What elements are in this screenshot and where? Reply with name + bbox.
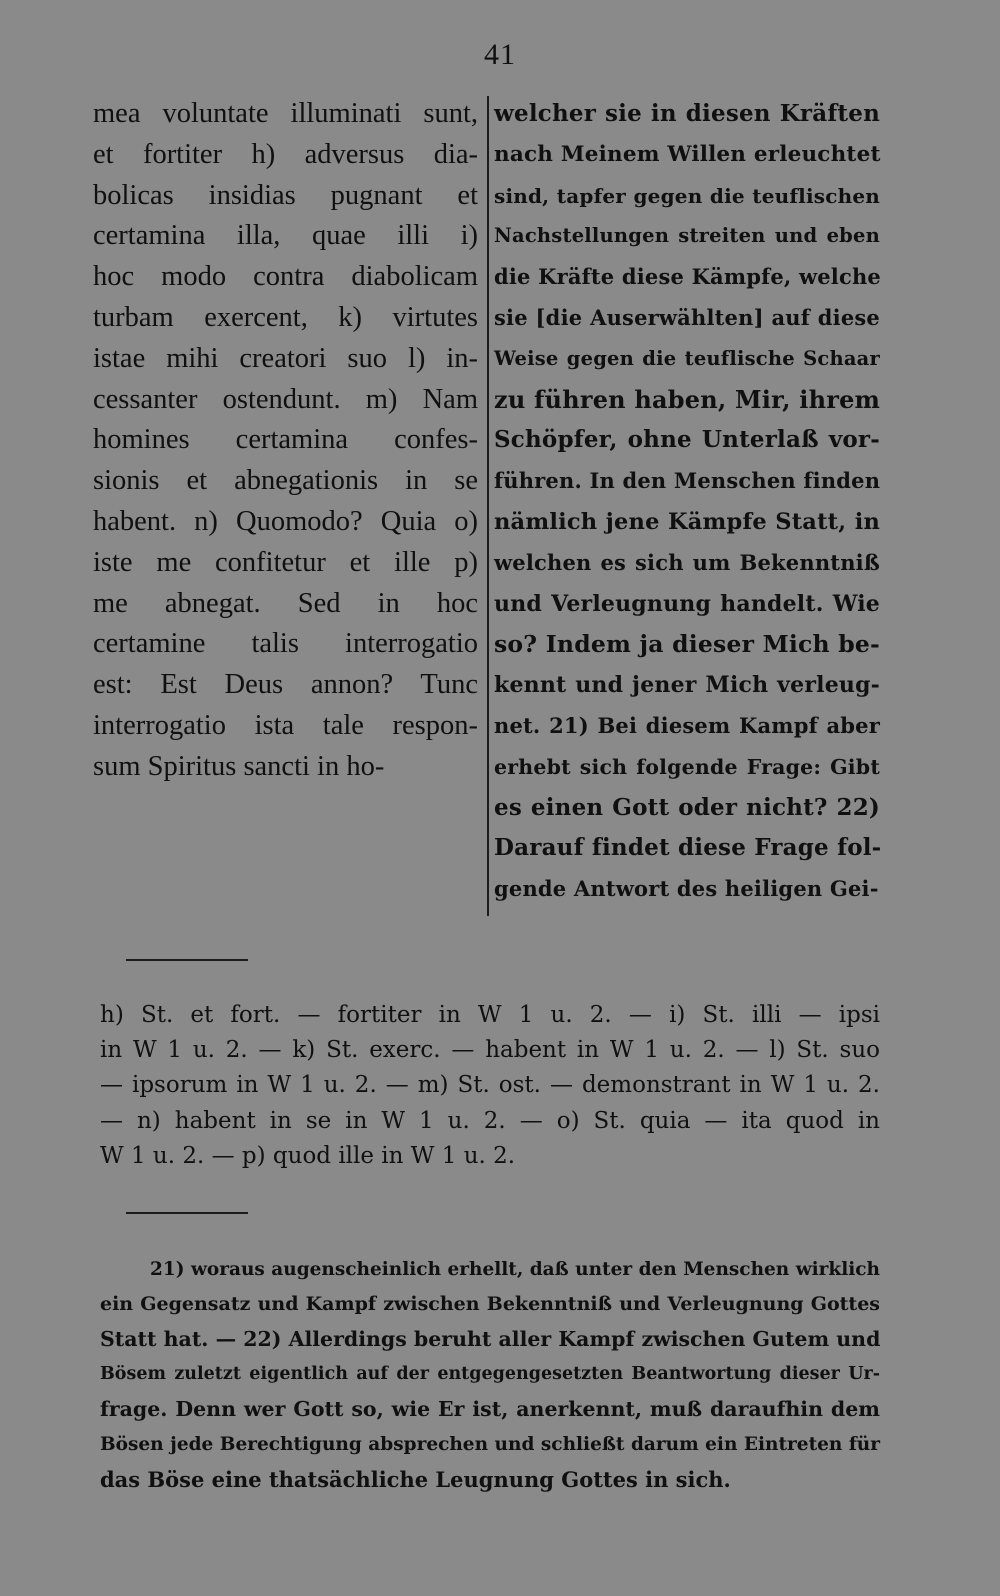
footnote-line: 21) woraus augenscheinlich erhellt, daß unter den Menschen wirklich	[150, 1259, 880, 1280]
latin-line: me abnegat. Sed in hoc	[93, 587, 478, 619]
german-line: nach Meinem Willen erleuchtet	[494, 141, 881, 167]
footnote-line: frage. Denn wer Gott so, wie Er ist, anerkennt, muß daraufhin dem	[100, 1397, 880, 1421]
variant-line: h) St. et fort. — fortiter in W 1 u. 2. — i) St. illi — ipsi	[100, 1002, 880, 1028]
german-line: erhebt sich folgende Frage: Gibt	[494, 754, 880, 779]
latin-line: sum Spiritus sancti in ho-	[93, 750, 385, 782]
variant-line: — ipsorum in W 1 u. 2. — m) St. ost. — demonstrant in W 1 u. 2.	[100, 1072, 880, 1099]
latin-line: interrogatio ista tale respon-	[93, 709, 478, 741]
german-line: zu führen haben, Mir, ihrem	[494, 384, 881, 414]
german-line: es einen Gott oder nicht? 22)	[494, 793, 880, 821]
latin-line: habent. n) Quomodo? Quia o)	[93, 505, 478, 537]
latin-line: cessanter ostendunt. m) Nam	[93, 383, 478, 415]
latin-line: hoc modo contra diabolicam	[93, 261, 478, 293]
variant-line: W 1 u. 2. — p) quod ille in W 1 u. 2.	[100, 1142, 516, 1169]
page-number: 41	[484, 38, 516, 71]
german-line: die Kräfte diese Kämpfe, welche	[494, 264, 881, 290]
column-divider	[487, 96, 489, 916]
latin-line: certamina illa, quae illi i)	[93, 220, 478, 252]
german-line: welchen es sich um Bekenntniß	[494, 549, 880, 575]
footnotes	[100, 1252, 880, 1497]
german-line: Darauf findet diese Frage fol-	[494, 834, 882, 862]
footnote-line: Bösen jede Berechtigung absprechen und schließt darum ein Eintreten für	[100, 1434, 880, 1455]
german-line: Weise gegen die teuflische Schaar	[494, 346, 880, 370]
latin-line: iste me confitetur et ille p)	[93, 546, 478, 578]
latin-line: sionis et abnegationis in se	[93, 465, 478, 497]
latin-line: turbam exercent, k) virtutes	[93, 301, 478, 333]
latin-column	[93, 94, 478, 788]
footnote-rule	[126, 959, 248, 961]
german-line: Nachstellungen streiten und eben	[494, 224, 880, 248]
german-line: sind, tapfer gegen die teuflischen	[494, 183, 880, 208]
latin-line: istae mihi creatori suo l) in-	[93, 342, 478, 374]
footnote-line: Statt hat. — 22) Allerdings beruht aller Kampf zwischen Gutem und	[100, 1327, 881, 1351]
german-line: net. 21) Bei diesem Kampf aber	[494, 712, 880, 738]
german-line: kennt und jener Mich verleug-	[494, 672, 880, 699]
german-line: welcher sie in diesen Kräften	[494, 100, 880, 127]
variant-line: in W 1 u. 2. — k) St. exerc. — habent in W 1 u. 2. — l) St. suo	[100, 1037, 880, 1064]
german-line: so? Indem ja dieser Mich be-	[494, 630, 880, 659]
footnote-line: das Böse eine thatsächliche Leugnung Gottes in sich.	[100, 1467, 731, 1492]
latin-line: homines certamina confes-	[93, 424, 478, 456]
latin-line: est: Est Deus annon? Tunc	[93, 669, 478, 701]
footnote-line: Bösem zuletzt eigentlich auf der entgegengesetzten Beantwortung dieser Ur-	[100, 1364, 880, 1384]
german-line: Schöpfer, ohne Unterlaß vor-	[494, 426, 880, 454]
latin-line: certamine talis interrogatio	[93, 628, 478, 660]
german-column	[494, 94, 880, 910]
german-line: sie [die Auserwählten] auf diese	[494, 304, 880, 330]
footnote-rule	[126, 1212, 248, 1214]
latin-line: mea voluntate illuminati sunt,	[93, 98, 478, 129]
german-line: nämlich jene Kämpfe Statt, in	[494, 508, 880, 535]
german-line: und Verleugnung handelt. Wie	[494, 590, 880, 617]
variant-line: — n) habent in se in W 1 u. 2. — o) St. quia — ita quod in	[100, 1107, 880, 1134]
latin-line: et fortiter h) adversus dia-	[93, 138, 478, 170]
german-line: gende Antwort des heiligen Gei-	[494, 876, 879, 902]
latin-line: bolicas insidias pugnant et	[93, 179, 478, 211]
footnote-line: ein Gegensatz und Kampf zwischen Bekenntniß und Verleugnung Gottes	[100, 1293, 880, 1315]
variant-notes	[100, 998, 880, 1174]
german-line: führen. In den Menschen finden	[494, 468, 881, 494]
